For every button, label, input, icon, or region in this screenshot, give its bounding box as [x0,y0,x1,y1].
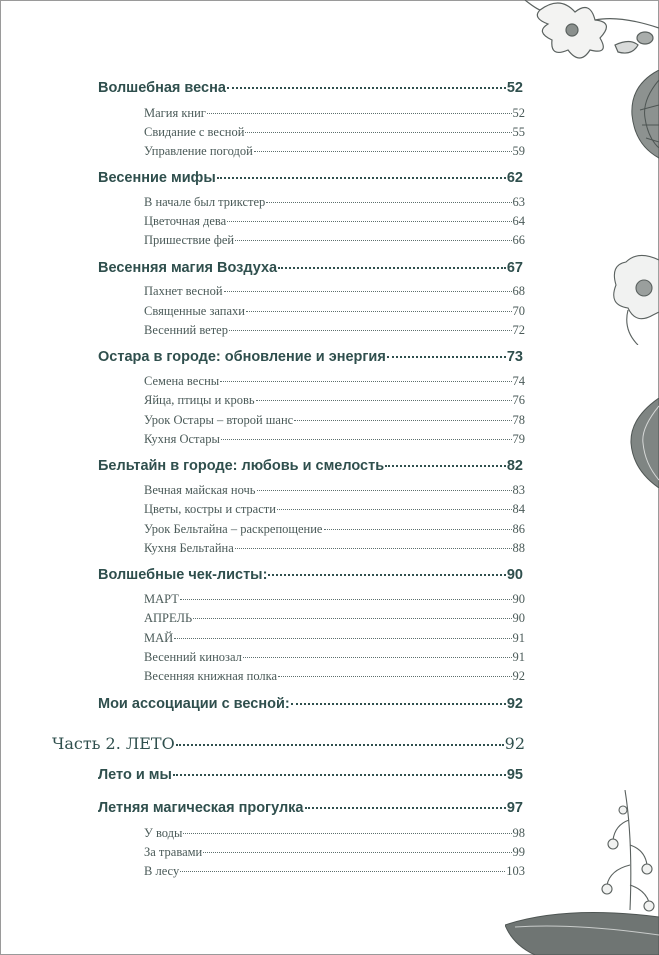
toc-page-number: 74 [512,374,525,388]
toc-page-number: 92 [506,696,523,712]
toc-page-number: 88 [512,541,525,555]
toc-page-number: 79 [512,432,525,446]
toc-subsection-title: У воды [144,826,183,840]
toc-page-number: 66 [512,233,525,247]
toc-subsection-entry[interactable] [144,541,525,559]
toc-page-number: 73 [506,349,523,365]
toc-subsection-entry[interactable] [144,214,525,232]
dot-leader [176,744,504,746]
toc-section-entry[interactable] [98,800,523,820]
toc-subsection-title: Вечная майская ночь [144,483,256,497]
toc-subsection-entry[interactable] [144,125,525,143]
dot-leader [193,618,511,619]
toc-page-number: 86 [512,522,525,536]
dot-leader [224,291,512,292]
toc-subsection-entry[interactable] [144,611,525,629]
dot-leader [387,356,506,358]
toc-section-entry[interactable] [98,80,523,100]
toc-page-number: 63 [512,195,525,209]
toc-subsection-entry[interactable] [144,522,525,540]
toc-subsection-title: Кухня Бельтайна [144,541,234,555]
toc-section-title: Остара в городе: обновление и энергия [98,349,386,365]
toc-page-number: 103 [506,864,525,878]
toc-subsection-title: Управление погодой [144,144,253,158]
toc-section-entry[interactable] [98,260,523,280]
dot-leader [243,657,512,658]
toc-subsection-title: Урок Остары – второй шанс [144,413,294,427]
toc-page-number: 92 [512,669,525,683]
dot-leader [246,311,512,312]
dot-leader [254,151,512,152]
toc-subsection-title: Цветы, костры и страсти [144,502,276,516]
toc-page-number: 90 [506,567,523,583]
toc-page-number: 95 [506,767,523,783]
toc-page-number: 72 [512,323,525,337]
dot-leader [183,833,511,834]
toc-subsection-entry[interactable] [144,592,525,610]
toc-section-title: Весенняя магия Воздуха [98,260,278,276]
toc-subsection-title: АПРЕЛЬ [144,611,193,625]
toc-section-title: Летняя магическая прогулка [98,800,304,816]
toc-page-number: 64 [512,214,525,228]
toc-page-number: 78 [512,413,525,427]
dot-leader [294,420,511,421]
toc-page-number: 83 [512,483,525,497]
toc-section-entry[interactable] [98,567,523,587]
dot-leader [235,240,511,241]
toc-page-number: 76 [512,393,525,407]
toc-subsection-entry[interactable] [144,393,525,411]
dot-leader [207,113,512,114]
toc-section-entry[interactable] [98,170,523,190]
toc-subsection-entry[interactable] [144,669,525,687]
dot-leader [305,807,506,809]
toc-page-number: 90 [512,592,525,606]
toc-page-number: 52 [506,80,523,96]
toc-subsection-title: Семена весны [144,374,220,388]
toc-page-number: 91 [512,650,525,664]
toc-subsection-entry[interactable] [144,631,525,649]
dot-leader [217,177,506,179]
dot-leader [227,221,511,222]
toc-page-number: 99 [512,845,525,859]
dot-leader [180,871,505,872]
toc-page-number: 55 [512,125,525,139]
toc-subsection-entry[interactable] [144,195,525,213]
toc-subsection-title: Магия книг [144,106,206,120]
toc-page-number: 68 [512,284,525,298]
toc-page-number: 97 [506,800,523,816]
dot-leader [174,638,511,639]
toc-subsection-title: Весенний ветер [144,323,228,337]
toc-subsection-title: В лесу [144,864,180,878]
toc-subsection-title: Пахнет весной [144,284,223,298]
toc-subsection-entry[interactable] [144,374,525,392]
toc-page-number: 52 [512,106,525,120]
dot-leader [277,509,512,510]
toc-subsection-title: Священные запахи [144,304,245,318]
toc-subsection-entry[interactable] [144,233,525,251]
toc-section-title: Волшебная весна [98,80,226,96]
toc-subsection-entry[interactable] [144,826,525,844]
dot-leader [385,465,506,467]
toc-page-number: 82 [506,458,523,474]
toc-subsection-entry[interactable] [144,845,525,863]
toc-subsection-entry[interactable] [144,106,525,124]
toc-section-title: Волшебные чек-листы: [98,567,268,583]
toc-subsection-entry[interactable] [144,304,525,322]
toc-page-number: 84 [512,502,525,516]
toc-section-entry[interactable] [98,767,523,787]
toc-subsection-entry[interactable] [144,413,525,431]
toc-part-title: Часть 2. ЛЕТО [52,734,175,753]
dot-leader [278,267,506,269]
dot-leader [291,703,506,705]
toc-subsection-title: Урок Бельтайна – раскрепощение [144,522,323,536]
toc-subsection-entry[interactable] [144,144,525,162]
toc-subsection-entry[interactable] [144,432,525,450]
toc-part-entry[interactable] [52,734,525,758]
dot-leader [324,529,512,530]
toc-subsection-entry[interactable] [144,323,525,341]
toc-subsection-title: Кухня Остары [144,432,220,446]
toc-subsection-title: МАЙ [144,631,174,645]
dot-leader [235,548,512,549]
dot-leader [227,87,506,89]
toc-subsection-entry[interactable] [144,864,525,882]
toc-section-title: Мои ассоциации с весной: [98,696,290,712]
toc-subsection-entry[interactable] [144,284,525,302]
toc-subsection-title: За травами [144,845,203,859]
toc-page-number: 91 [512,631,525,645]
toc-subsection-title: В начале был трикстер [144,195,266,209]
toc-subsection-title: Цветочная дева [144,214,227,228]
toc-subsection-title: МАРТ [144,592,179,606]
toc-subsection-title: Пришествие фей [144,233,235,247]
dot-leader [229,330,512,331]
toc-subsection-entry[interactable] [144,483,525,501]
dot-leader [278,676,511,677]
toc-section-entry[interactable] [98,349,523,369]
toc-section-entry[interactable] [98,696,523,716]
dot-leader [245,132,511,133]
toc-page-number: 90 [512,611,525,625]
dot-leader [266,202,511,203]
dot-leader [173,774,506,776]
toc-page-number: 59 [512,144,525,158]
toc-subsection-title: Весенний кинозал [144,650,242,664]
dot-leader [220,381,511,382]
toc-page-number: 92 [504,734,525,753]
toc-page-number: 70 [512,304,525,318]
dot-leader [180,599,512,600]
toc-section-title: Лето и мы [98,767,172,783]
dot-leader [203,852,511,853]
dot-leader [256,400,512,401]
toc-subsection-entry[interactable] [144,650,525,668]
dot-leader [268,574,505,576]
dot-leader [257,490,512,491]
toc-page-number: 67 [506,260,523,276]
toc-subsection-title: Яйца, птицы и кровь [144,393,255,407]
toc-section-title: Весенние мифы [98,170,216,186]
toc-page-number: 62 [506,170,523,186]
toc-subsection-entry[interactable] [144,502,525,520]
toc-subsection-title: Весенняя книжная полка [144,669,278,683]
toc-subsection-title: Свидание с весной [144,125,245,139]
toc-section-title: Бельтайн в городе: любовь и смелость [98,458,385,474]
toc-section-entry[interactable] [98,458,523,478]
dot-leader [221,439,512,440]
toc-page-number: 98 [512,826,525,840]
